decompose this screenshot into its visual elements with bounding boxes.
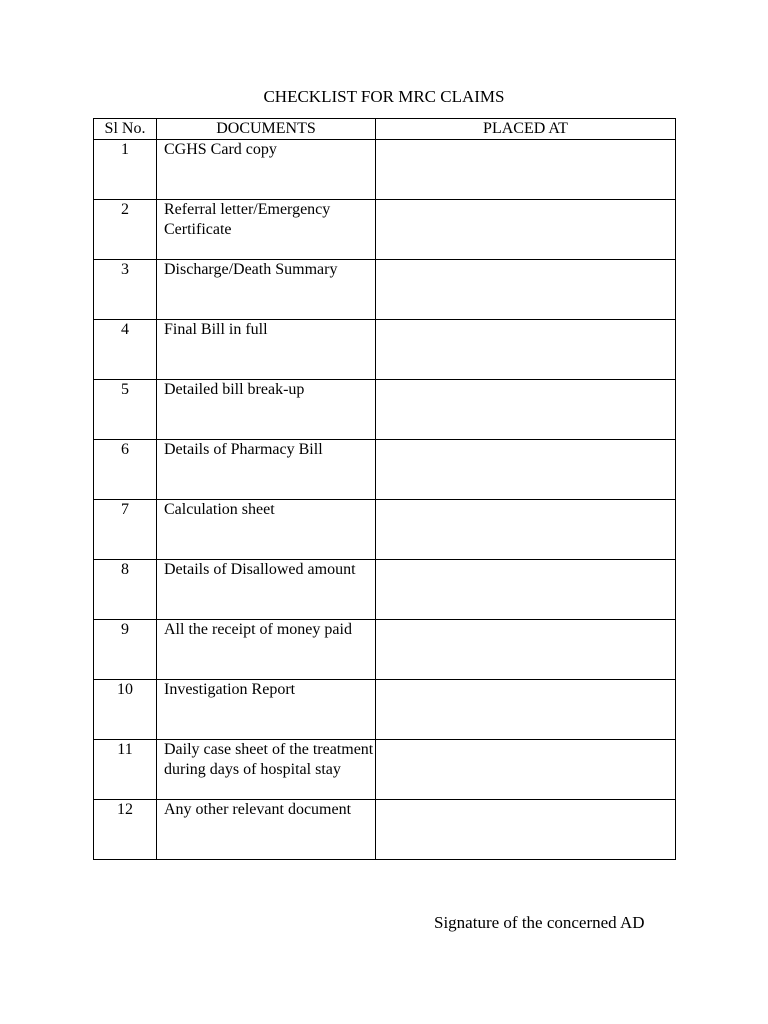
document-cell: Any other relevant document bbox=[157, 800, 376, 860]
column-header-sl-no: Sl No. bbox=[94, 119, 157, 140]
sl-number-cell: 9 bbox=[94, 620, 157, 680]
placed-at-cell bbox=[376, 560, 676, 620]
sl-number-cell: 10 bbox=[94, 680, 157, 740]
placed-at-cell bbox=[376, 500, 676, 560]
sl-number-cell: 2 bbox=[94, 200, 157, 260]
document-cell: Investigation Report bbox=[157, 680, 376, 740]
table-row bbox=[94, 680, 676, 740]
table-row bbox=[94, 620, 676, 680]
sl-number-cell: 11 bbox=[94, 740, 157, 800]
table-row bbox=[94, 800, 676, 860]
document-cell: Calculation sheet bbox=[157, 500, 376, 560]
placed-at-cell bbox=[376, 200, 676, 260]
document-cell: Final Bill in full bbox=[157, 320, 376, 380]
placed-at-cell bbox=[376, 380, 676, 440]
table-row bbox=[94, 380, 676, 440]
sl-number-cell: 4 bbox=[94, 320, 157, 380]
sl-number-cell: 5 bbox=[94, 380, 157, 440]
table-header-row bbox=[94, 119, 676, 140]
sl-number-cell: 7 bbox=[94, 500, 157, 560]
page-title: CHECKLIST FOR MRC CLAIMS bbox=[263, 87, 505, 106]
sl-number-cell: 3 bbox=[94, 260, 157, 320]
signature-line: Signature of the concerned AD bbox=[434, 913, 645, 932]
table-row bbox=[94, 500, 676, 560]
table-row bbox=[94, 320, 676, 380]
document-cell: All the receipt of money paid bbox=[157, 620, 376, 680]
placed-at-cell bbox=[376, 440, 676, 500]
table-row bbox=[94, 560, 676, 620]
document-cell: Details of Disallowed amount bbox=[157, 560, 376, 620]
table-row bbox=[94, 260, 676, 320]
document-cell: Discharge/Death Summary bbox=[157, 260, 376, 320]
document-cell: Details of Pharmacy Bill bbox=[157, 440, 376, 500]
sl-number-cell: 8 bbox=[94, 560, 157, 620]
table-row bbox=[94, 440, 676, 500]
document-cell: Detailed bill break-up bbox=[157, 380, 376, 440]
sl-number-cell: 12 bbox=[94, 800, 157, 860]
table-row bbox=[94, 200, 676, 260]
column-header-documents: DOCUMENTS bbox=[157, 119, 376, 140]
document-cell: CGHS Card copy bbox=[157, 140, 376, 200]
placed-at-cell bbox=[376, 260, 676, 320]
placed-at-cell bbox=[376, 800, 676, 860]
column-header-placed-at: PLACED AT bbox=[376, 119, 676, 140]
table-row bbox=[94, 140, 676, 200]
placed-at-cell bbox=[376, 320, 676, 380]
sl-number-cell: 6 bbox=[94, 440, 157, 500]
checklist-table bbox=[93, 118, 676, 860]
placed-at-cell bbox=[376, 140, 676, 200]
sl-number-cell: 1 bbox=[94, 140, 157, 200]
document-cell: Daily case sheet of the treatment during days of hospital stay bbox=[157, 740, 376, 800]
placed-at-cell bbox=[376, 740, 676, 800]
placed-at-cell bbox=[376, 620, 676, 680]
table-row bbox=[94, 740, 676, 800]
placed-at-cell bbox=[376, 680, 676, 740]
document-cell: Referral letter/Emergency Certificate bbox=[157, 200, 376, 260]
